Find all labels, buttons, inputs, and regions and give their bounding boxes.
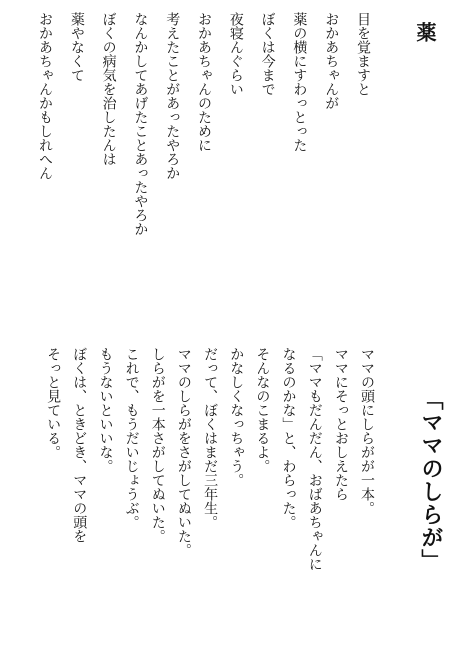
poem-line: ぼくは今まで: [259, 12, 276, 96]
poem-line: ぼくは、ときどき、ママの頭を: [71, 347, 88, 543]
poem-line: おかあちゃんが: [323, 12, 340, 110]
poem-line: ぼくの病気を治したんは: [100, 12, 117, 166]
poem-body-mama-no-shiraga: [46, 347, 374, 627]
poem-line: ママの頭にしらがが一本。: [359, 347, 375, 515]
poem-line: そっと見ている。: [45, 347, 62, 459]
poem-line: ママにそっとおしえたら: [332, 347, 349, 501]
poem-line: だって、ぼくはまだ三年生。: [202, 347, 219, 529]
poem-line: もうないといいな。: [97, 347, 114, 473]
poem-line: かなしくなっちゃう。: [228, 347, 245, 487]
poem-line: なるのかな」と、わらった。: [280, 347, 297, 529]
poem-line: なんかしてあげたことあったやろか: [132, 12, 149, 236]
poem-line: おかあちゃんのために: [196, 12, 213, 152]
poem-line: 薬の横にすわっとった: [291, 12, 308, 152]
poem-line: しらがを一本さがしてぬいた。: [149, 347, 166, 543]
poem-line: 「ママもだんだん、おばあちゃんに: [306, 347, 323, 571]
poem-line: 考えたことがあったやろか: [164, 12, 181, 180]
poem-line: 薬やなくて: [68, 12, 85, 82]
poem-line: これで、もうだいじょうぶ。: [123, 347, 140, 529]
poem-line: 目を覚ますと: [355, 12, 371, 96]
poem-line: おかあちゃんかもしれへん: [37, 12, 54, 180]
poem-title-mama-no-shiraga: 「ママのしらが」: [418, 388, 444, 572]
poem-line: ママのしらがをさがしてぬいた。: [175, 347, 192, 557]
poem-line: 夜寝んぐらい: [227, 12, 244, 96]
poem-title-kusuri: 薬: [413, 22, 437, 42]
poem-line: そんなのこまるよ。: [254, 347, 271, 473]
poem-body-kusuri: [38, 12, 370, 292]
